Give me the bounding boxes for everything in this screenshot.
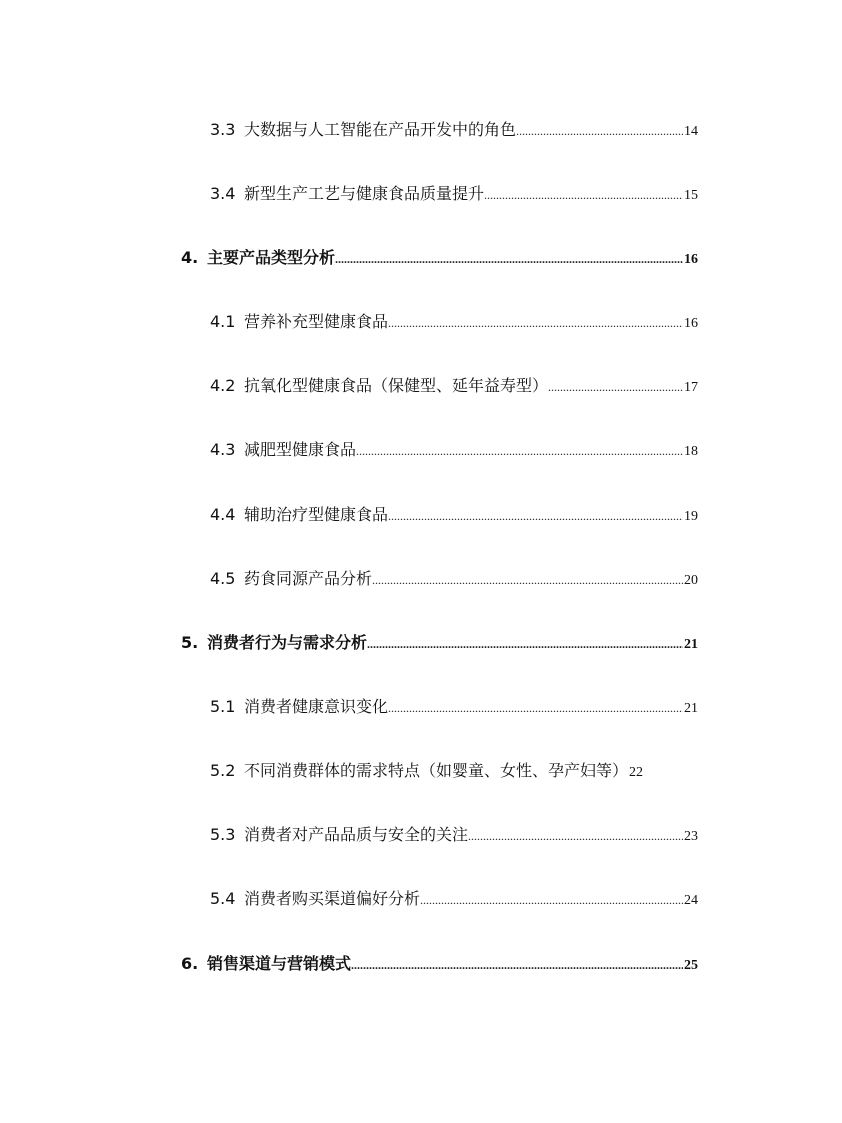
dot-leader xyxy=(356,439,683,463)
toc-entry-title: 消费者购买渠道偏好分析 xyxy=(244,889,421,908)
toc-entry-5-4[interactable] xyxy=(210,887,698,911)
toc-entry-4-2[interactable] xyxy=(210,374,698,398)
toc-entry-page: 19 xyxy=(684,509,698,524)
toc-entry-number: 3.4 xyxy=(210,184,236,203)
toc-entry-number: 4.4 xyxy=(210,505,236,524)
toc-entry-title: 消费者行为与需求分析 xyxy=(207,633,368,652)
toc-entry-title: 药食同源产品分析 xyxy=(244,569,373,588)
toc-entry-number: 4.3 xyxy=(210,440,236,459)
toc-entry-number: 5.3 xyxy=(210,825,236,844)
toc-entry-3-3[interactable] xyxy=(210,118,698,142)
toc-entry-page: 17 xyxy=(684,380,698,395)
toc-entry-4-4[interactable] xyxy=(210,503,698,527)
dot-leader xyxy=(351,953,683,977)
toc-entry-page: 21 xyxy=(684,637,698,652)
toc-entry-title: 消费者对产品品质与安全的关注 xyxy=(244,825,469,844)
dot-leader xyxy=(548,375,683,399)
toc-entry-page: 14 xyxy=(684,124,698,139)
toc-entry-title: 辅助治疗型健康食品 xyxy=(244,505,389,524)
toc-entry-page: 23 xyxy=(684,829,698,844)
toc-entry-number: 5. xyxy=(181,633,199,652)
toc-entry-page: 21 xyxy=(684,701,698,716)
toc-entry-5-3[interactable] xyxy=(210,823,698,847)
toc-entry-number: 5.4 xyxy=(210,889,236,908)
toc-entry-number: 5.2 xyxy=(210,761,236,780)
toc-entry-4-5[interactable] xyxy=(210,567,698,591)
toc-entry-4[interactable] xyxy=(181,246,698,270)
toc-entry-number: 5.1 xyxy=(210,697,236,716)
toc-entry-title: 消费者健康意识变化 xyxy=(244,697,389,716)
toc-entry-title: 销售渠道与营销模式 xyxy=(207,954,352,973)
toc-entry-page: 20 xyxy=(684,573,698,588)
toc-entry-page: 22 xyxy=(629,765,644,780)
dot-leader xyxy=(468,824,683,848)
toc-entry-number: 4.5 xyxy=(210,569,236,588)
toc-entry-number: 4.1 xyxy=(210,312,236,331)
dot-leader xyxy=(516,119,683,143)
dot-leader xyxy=(484,183,683,207)
toc-entry-number: 6. xyxy=(181,954,199,973)
toc-entry-page: 16 xyxy=(684,252,698,267)
toc-entry-title: 大数据与人工智能在产品开发中的角色 xyxy=(244,120,517,139)
dot-leader xyxy=(388,504,683,528)
toc-entry-title: 抗氧化型健康食品（保健型、延年益寿型） xyxy=(244,376,549,395)
toc-entry-number: 3.3 xyxy=(210,120,236,139)
dot-leader xyxy=(388,311,683,335)
dot-leader xyxy=(367,632,683,656)
toc-entry-number: 4. xyxy=(181,248,199,267)
toc-entry-title: 新型生产工艺与健康食品质量提升 xyxy=(244,184,485,203)
dot-leader xyxy=(388,696,683,720)
toc-entry-page: 25 xyxy=(684,958,698,973)
dot-leader xyxy=(335,247,683,271)
toc-entry-4-1[interactable] xyxy=(210,310,698,334)
dot-leader xyxy=(372,568,683,592)
toc-entry-3-4[interactable] xyxy=(210,182,698,206)
toc-entry-page: 16 xyxy=(684,316,698,331)
toc-entry-page: 18 xyxy=(684,444,698,459)
toc-entry-title: 减肥型健康食品 xyxy=(244,440,357,459)
dot-leader xyxy=(420,888,683,912)
toc-entry-4-3[interactable] xyxy=(210,438,698,462)
toc-entry-number: 4.2 xyxy=(210,376,236,395)
toc-entry-page: 15 xyxy=(684,188,698,203)
toc-entry-5-2[interactable] xyxy=(210,759,716,783)
toc-entry-5[interactable] xyxy=(181,631,698,655)
toc-entry-title: 营养补充型健康食品 xyxy=(244,312,389,331)
toc-entry-6[interactable] xyxy=(181,952,698,976)
toc-entry-page: 24 xyxy=(684,893,698,908)
toc-entry-title: 不同消费群体的需求特点（如婴童、女性、孕产妇等） xyxy=(244,761,629,780)
toc-entry-title: 主要产品类型分析 xyxy=(207,248,336,267)
toc-entry-5-1[interactable] xyxy=(210,695,698,719)
